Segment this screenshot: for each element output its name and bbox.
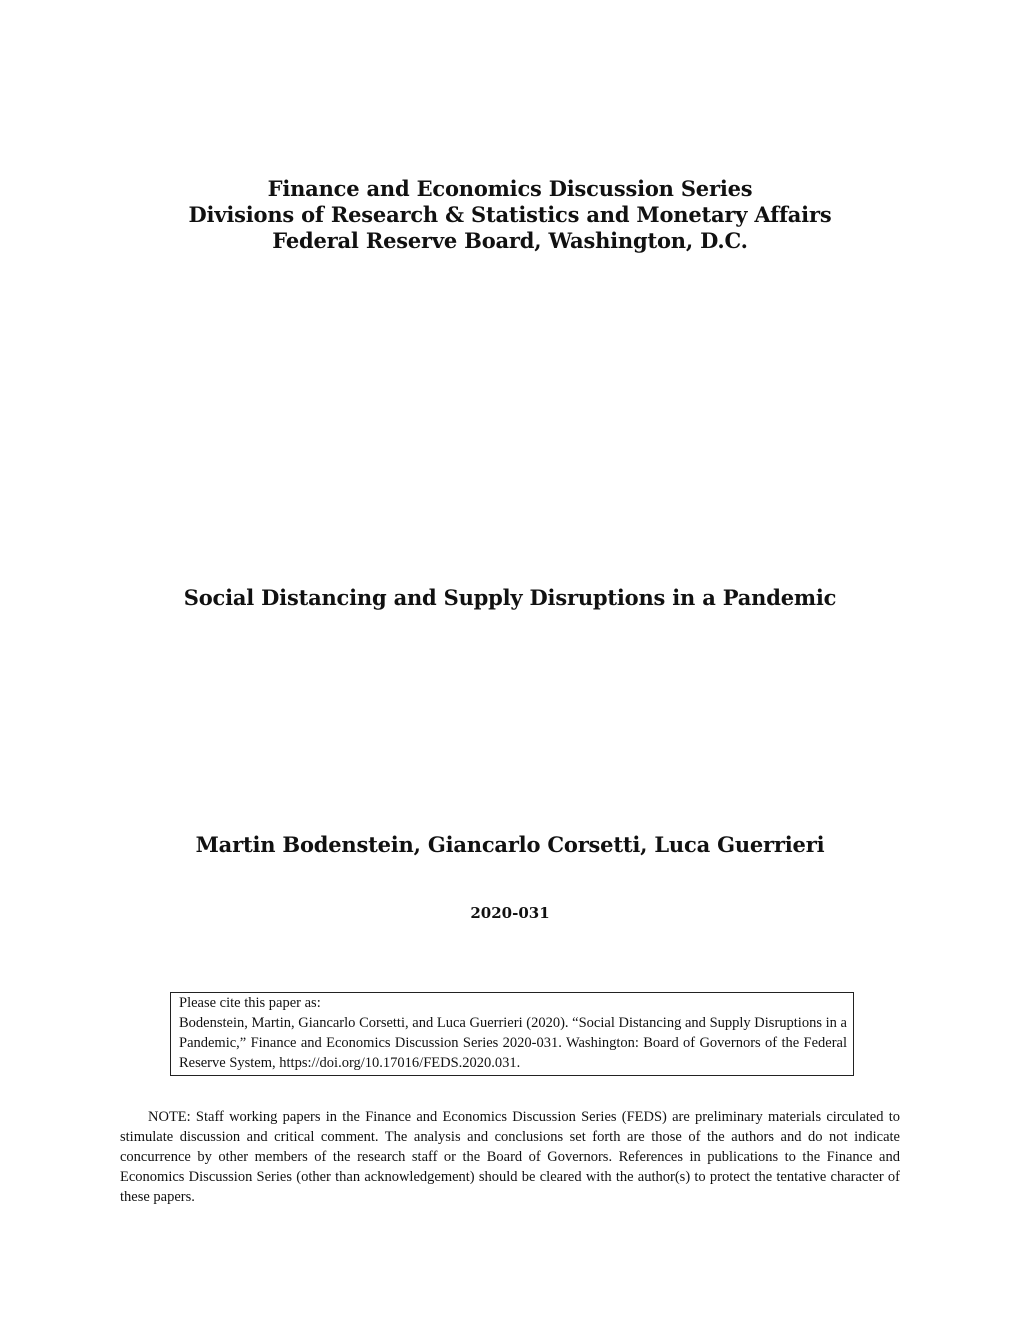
citation-intro: Please cite this paper as: — [179, 995, 321, 1011]
citation-box — [170, 992, 854, 1076]
institution-line: Federal Reserve Board, Washington, D.C. — [272, 228, 748, 253]
series-header — [0, 176, 1020, 254]
paper-number: 2020-031 — [470, 904, 550, 922]
paper-authors: Martin Bodenstein, Giancarlo Corsetti, Luca Guerrieri — [195, 832, 825, 857]
disclaimer-note: NOTE: Staff working papers in the Finance and Economics Discussion Series (FEDS) are preliminary materials circulated to stimulate discussion and critical comment. The analysis and conclusions set forth are those of the authors and do not indicate concurrence by other members of the research staff or the Board of Governors. References in publications to the Finance and Economics Discussion Series (other than acknowledgement) should be cleared with the author(s) to protect the tentative character of these papers. — [120, 1109, 900, 1205]
paper-title: Social Distancing and Supply Disruptions in a Pandemic — [183, 585, 837, 610]
series-name: Finance and Economics Discussion Series — [267, 176, 753, 201]
divisions-line: Divisions of Research & Statistics and Monetary Affairs — [188, 202, 832, 227]
citation-text: Bodenstein, Martin, Giancarlo Corsetti, and Luca Guerrieri (2020). “Social Distancing and Supply Disruptions in a Pandemic,” Finance and Economics Discussion Series 2020-031. Washington: Board of Governors of the Federal Reserve System, https://doi.org/10.17016/FEDS.2020.031. — [179, 1015, 847, 1071]
